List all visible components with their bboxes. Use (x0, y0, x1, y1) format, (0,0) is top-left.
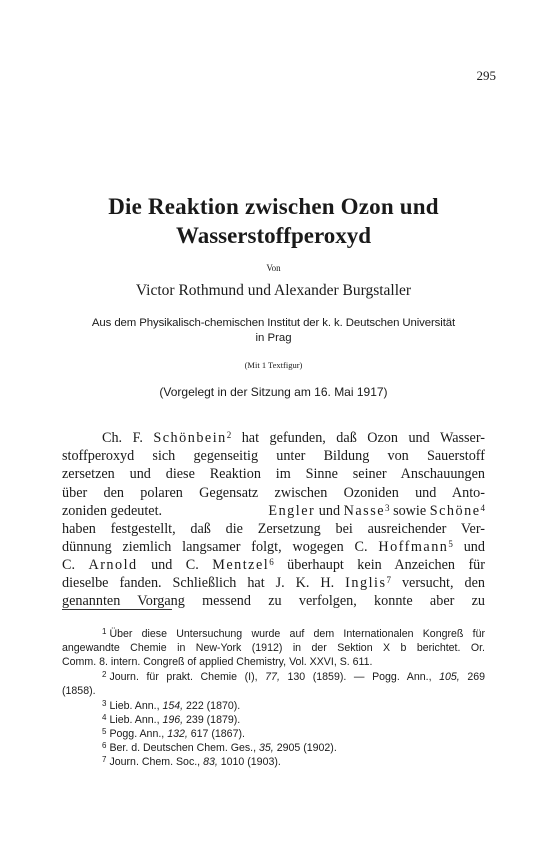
article-title-line-1: Die Reaktion zwischen Ozon und (108, 194, 439, 219)
footnote-1-line-3: Comm. 8. intern. Congreß of applied Chemistry, Vol. XXVI, S. 611. (62, 656, 373, 668)
authors: Victor Rothmund und Alexander Burgstaller (135, 282, 412, 299)
body-line-10: genannten Vorgang messend zu verfolgen, konnte aber zu (62, 593, 485, 609)
footnote-divider (62, 609, 172, 610)
body-line-3: zersetzen und diese Reaktion im Sinne seiner Anschauungen (62, 466, 485, 482)
footnote-1-line-2: angewandte Chemie in New-York (1912) in der Sektion X b berichtet. Or. (62, 642, 485, 654)
footnote-4: $^4$ Lieb. Ann., 196, 239 (1879). (102, 713, 241, 726)
body-line-5: zoniden gedeutet. Engler und Nasse$^3$ sowie Schöne$^4$ (62, 503, 485, 519)
affiliation-line-1: Aus dem Physikalisch-chemischen Institut der k. k. Deutschen Universität (91, 317, 456, 329)
footnote-3: $^3$ Lieb. Ann., 154, 222 (1870). (102, 699, 241, 712)
footnote-7: $^7$ Journ. Chem. Soc., 83, 1010 (1903). (102, 755, 281, 768)
body-line-6: haben festgestellt, daß die Zersetzung bei ausreichender Ver- (62, 521, 485, 537)
figure-note: (Mit 1 Textfigur) (244, 360, 303, 370)
footnote-1: $^1$ Über diese Untersuchung wurde auf dem Internationalen Kongreß für (102, 627, 485, 640)
byline-von: Von (266, 263, 281, 273)
body-line-8: C. Arnold und C. Mentzel$^6$ überhaupt kein Anzeichen für (62, 557, 486, 573)
body-line-9: dieselbe fanden. Schließlich hat J. K. H. Inglis$^7$ versucht, den (62, 575, 485, 591)
footnote-2: $^2$ Journ. für prakt. Chemie (I), 77, 130 (1859). — Pogg. Ann., 105, 269 (102, 670, 485, 683)
affiliation-line-2: in Prag (255, 332, 292, 344)
page-number: 295 (476, 68, 496, 83)
presentation-note: (Vorgelegt in der Sitzung am 16. Mai 1917) (159, 385, 388, 399)
body-line-2: stoffperoxyd sich gegenseitig unter Bildung von Sauerstoff (62, 448, 485, 464)
body-line-4: über den polaren Gegensatz zwischen Ozoniden und Anto- (62, 485, 485, 501)
article-title-line-2: Wasserstoffperoxyd (175, 223, 372, 248)
body-line-1: Ch. F. Schönbein$^2$ hat gefunden, daß Ozon und Wasser- (102, 430, 486, 446)
footnote-5: $^5$ Pogg. Ann., 132, 617 (1867). (102, 727, 245, 740)
footnote-2-line-2: (1858). (62, 685, 96, 697)
footnote-6: $^6$ Ber. d. Deutschen Chem. Ges., 35, 2905 (1902). (102, 741, 337, 754)
body-line-7: dünnung ziemlich langsamer folgt, wogegen C. Hoffmann$^5$ und (62, 539, 485, 555)
